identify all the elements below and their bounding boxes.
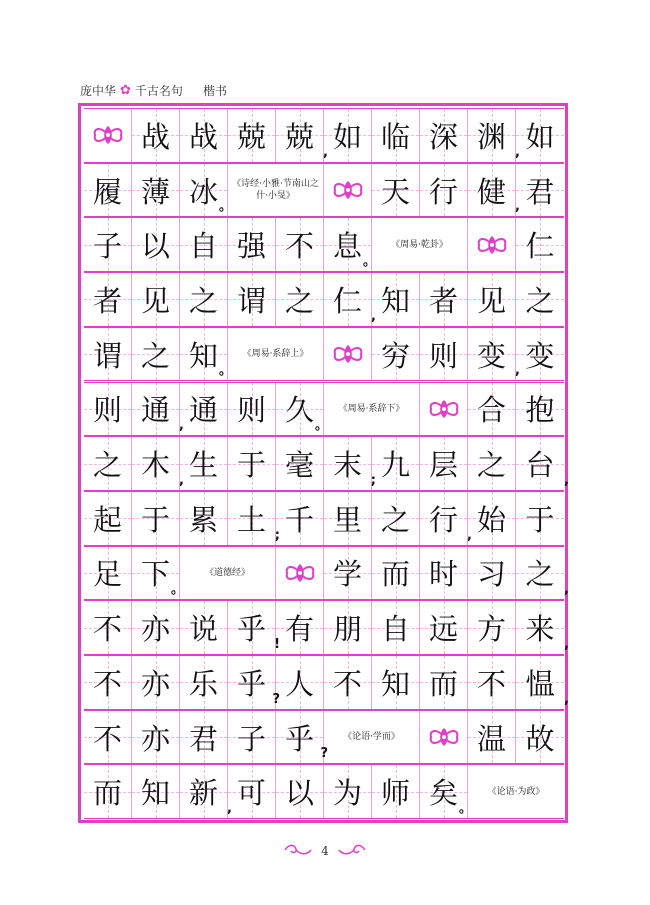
character-glyph: 乎 [236, 666, 266, 701]
punctuation-mark: 。 [314, 418, 328, 434]
citation-text: 《周易·系辞下》 [338, 403, 405, 414]
character-cell [132, 218, 180, 271]
page-number: 4 [321, 844, 329, 858]
page-footer [0, 840, 650, 862]
character-cell [228, 273, 276, 326]
character-cell [372, 547, 420, 600]
character-cell [516, 547, 569, 600]
character-cell [420, 656, 468, 709]
character-glyph: 之 [525, 557, 555, 592]
character-cell [516, 328, 564, 381]
character-cell [468, 437, 516, 490]
grid-row [84, 163, 564, 218]
character-glyph: 下 [140, 557, 170, 592]
character-cell [372, 437, 420, 490]
character-glyph: 之 [284, 283, 314, 318]
character-cell [516, 218, 564, 271]
character-cell [276, 383, 328, 436]
character-glyph: 久 [284, 393, 314, 428]
grid-row [84, 600, 569, 655]
grid-row [84, 491, 564, 546]
character-glyph: 之 [140, 338, 170, 373]
character-cell [84, 437, 132, 490]
flourish-left-icon [283, 842, 313, 861]
character-cell [420, 109, 468, 162]
character-glyph: 如 [525, 119, 555, 154]
character-cell [228, 711, 276, 764]
punctuation-mark: 。 [218, 363, 232, 379]
character-glyph: 师 [380, 776, 410, 811]
character-glyph: 而 [380, 557, 410, 592]
character-cell [468, 492, 516, 545]
character-glyph: 谓 [92, 338, 122, 373]
character-glyph: 兢 [236, 119, 266, 154]
character-glyph: 毫 [284, 448, 314, 483]
character-cell [84, 164, 132, 217]
character-cell [324, 547, 372, 600]
character-glyph: 行 [428, 502, 458, 537]
character-cell [84, 765, 132, 818]
character-glyph: 累 [188, 502, 218, 537]
character-cell [276, 437, 324, 490]
character-glyph: 者 [92, 283, 122, 318]
character-glyph: 土 [236, 502, 266, 537]
character-glyph: 乎 [236, 612, 266, 647]
character-glyph: 于 [236, 448, 266, 483]
character-cell [324, 656, 372, 709]
character-glyph: 君 [188, 721, 218, 756]
lotus-ornament-icon: ✿ [120, 82, 131, 98]
character-cell [276, 601, 324, 654]
character-glyph: 仁 [332, 283, 362, 318]
lotus-ornament-icon [276, 547, 324, 600]
character-cell [324, 492, 372, 545]
character-glyph: 则 [92, 393, 122, 428]
punctuation-mark: , [515, 144, 520, 160]
character-glyph: 之 [188, 283, 218, 318]
character-cell [420, 164, 468, 217]
punctuation-mark: , [515, 363, 520, 379]
punctuation-mark: ! [274, 636, 280, 652]
character-glyph: 于 [525, 502, 555, 537]
character-cell [180, 328, 232, 381]
punctuation-mark: ; [370, 472, 376, 488]
character-cell [372, 109, 420, 162]
character-cell [324, 765, 372, 818]
character-cell [324, 601, 372, 654]
character-glyph: 乎 [284, 721, 314, 756]
character-cell [516, 109, 564, 162]
character-cell [276, 765, 324, 818]
character-cell [324, 109, 372, 162]
character-glyph: 自 [188, 229, 218, 264]
character-cell [132, 765, 180, 818]
character-cell [516, 273, 564, 326]
punctuation-mark: , [323, 144, 328, 160]
punctuation-mark: , [564, 691, 569, 707]
character-cell [276, 273, 324, 326]
character-cell [420, 601, 468, 654]
punctuation-mark: , [371, 308, 376, 324]
character-glyph: 而 [428, 666, 458, 701]
character-glyph: 子 [92, 229, 122, 264]
character-glyph: 君 [525, 174, 555, 209]
character-glyph: 则 [428, 338, 458, 373]
page-header [80, 80, 227, 100]
grid-row [84, 436, 569, 491]
character-glyph: 则 [236, 393, 266, 428]
character-cell [324, 218, 376, 271]
character-glyph: 朋 [332, 612, 362, 647]
character-glyph: 以 [284, 776, 314, 811]
character-cell [180, 765, 232, 818]
character-glyph: 如 [332, 119, 362, 154]
character-glyph: 温 [476, 721, 506, 756]
character-glyph: 说 [188, 612, 218, 647]
character-glyph: 不 [332, 666, 362, 701]
punctuation-mark: , [467, 527, 472, 543]
punctuation-mark: , [515, 199, 520, 215]
character-glyph: 兢 [284, 119, 314, 154]
lotus-ornament-icon [324, 164, 372, 217]
citation-text: 《论语·学而》 [343, 731, 400, 742]
character-cell [228, 383, 276, 436]
character-cell [276, 656, 324, 709]
citation-text: 《周易·乾卦》 [391, 239, 448, 250]
character-cell [180, 273, 228, 326]
character-glyph: 通 [188, 393, 218, 428]
character-cell [132, 437, 184, 490]
character-cell [84, 601, 132, 654]
character-glyph: 远 [428, 612, 458, 647]
character-glyph: 知 [380, 666, 410, 701]
character-cell [372, 601, 420, 654]
character-glyph: 之 [92, 448, 122, 483]
character-glyph: 足 [92, 557, 122, 592]
character-glyph: 之 [476, 448, 506, 483]
source-citation [468, 765, 564, 818]
grid-row [84, 546, 569, 601]
grid-row [84, 764, 564, 819]
lotus-ornament-icon [420, 383, 468, 436]
source-citation [324, 383, 420, 436]
character-cell [468, 164, 520, 217]
punctuation-mark: , [564, 582, 569, 598]
character-glyph: 临 [380, 119, 410, 154]
character-glyph: 不 [476, 666, 506, 701]
character-glyph: 子 [236, 721, 266, 756]
character-glyph: 亦 [140, 612, 170, 647]
character-cell [516, 164, 564, 217]
punctuation-mark: , [564, 636, 569, 652]
character-glyph: 天 [380, 174, 410, 209]
citation-text: 《诗经·小雅·节南山之什·小旻》 [232, 178, 319, 202]
character-cell [132, 656, 180, 709]
character-cell [132, 328, 180, 381]
character-glyph: 人 [284, 666, 314, 701]
character-cell [372, 273, 420, 326]
character-glyph: 战 [140, 119, 170, 154]
character-glyph: 木 [140, 448, 170, 483]
character-cell [132, 601, 180, 654]
character-glyph: 有 [284, 612, 314, 647]
character-cell [372, 328, 420, 381]
character-cell [372, 765, 420, 818]
character-cell [276, 218, 324, 271]
character-cell [84, 328, 132, 381]
character-cell [516, 711, 564, 764]
character-cell [132, 273, 180, 326]
character-glyph: 抱 [525, 393, 555, 428]
character-cell [468, 711, 516, 764]
lotus-ornament-icon [420, 711, 468, 764]
character-glyph: 台 [525, 448, 555, 483]
character-glyph: 不 [92, 612, 122, 647]
punctuation-mark: , [564, 472, 569, 488]
grid-row [84, 217, 564, 272]
character-glyph: 履 [92, 174, 122, 209]
character-glyph: 息 [332, 229, 362, 264]
punctuation-mark: 。 [458, 801, 472, 817]
character-glyph: 于 [140, 502, 170, 537]
grid-row [84, 655, 569, 710]
character-cell [228, 492, 280, 545]
character-glyph: 生 [188, 448, 218, 483]
character-glyph: 不 [92, 721, 122, 756]
flourish-right-icon [337, 842, 367, 861]
character-cell [516, 656, 569, 709]
character-grid [84, 108, 569, 819]
character-glyph: 来 [525, 612, 555, 647]
character-glyph: 合 [476, 393, 506, 428]
character-cell [420, 765, 472, 818]
character-glyph: 九 [380, 448, 410, 483]
character-cell [84, 383, 132, 436]
character-cell [468, 601, 516, 654]
character-cell [324, 273, 376, 326]
character-glyph: 矣 [428, 776, 458, 811]
character-cell [132, 492, 180, 545]
character-cell [132, 711, 180, 764]
character-cell [132, 383, 184, 436]
character-glyph: 末 [332, 448, 362, 483]
character-glyph: 时 [428, 557, 458, 592]
character-cell [468, 273, 516, 326]
character-glyph: 始 [476, 502, 506, 537]
character-glyph: 通 [140, 393, 170, 428]
character-glyph: 以 [140, 229, 170, 264]
character-glyph: 为 [332, 776, 362, 811]
character-cell [180, 109, 228, 162]
character-cell [420, 273, 468, 326]
character-glyph: 里 [332, 502, 362, 537]
lotus-ornament-icon [84, 109, 132, 162]
character-cell [468, 109, 520, 162]
character-glyph: 见 [476, 283, 506, 318]
character-glyph: 行 [428, 174, 458, 209]
source-citation [180, 547, 276, 600]
character-cell [180, 656, 228, 709]
character-cell [228, 109, 276, 162]
character-glyph: 乐 [188, 666, 218, 701]
grid-row [84, 272, 564, 327]
character-glyph: 强 [236, 229, 266, 264]
copybook-frame [78, 103, 568, 823]
character-cell [132, 547, 184, 600]
character-cell [420, 492, 472, 545]
character-glyph: 者 [428, 283, 458, 318]
character-cell [228, 656, 280, 709]
character-cell [228, 601, 280, 654]
character-glyph: 之 [380, 502, 410, 537]
character-glyph: 之 [525, 283, 555, 318]
character-glyph: 变 [525, 338, 555, 373]
character-glyph: 起 [92, 502, 122, 537]
character-glyph: 知 [380, 283, 410, 318]
character-cell [468, 383, 516, 436]
character-glyph: 亦 [140, 721, 170, 756]
script-style-label: 楷书 [202, 83, 227, 98]
character-cell [420, 437, 468, 490]
character-cell [276, 711, 328, 764]
character-cell [276, 492, 324, 545]
character-cell [84, 711, 132, 764]
character-glyph: 习 [476, 557, 506, 592]
punctuation-mark: 。 [362, 254, 376, 270]
character-cell [324, 437, 376, 490]
character-cell [516, 383, 564, 436]
character-glyph: 亦 [140, 666, 170, 701]
character-glyph: 千 [284, 502, 314, 537]
character-cell [420, 547, 468, 600]
grid-row [84, 382, 564, 437]
character-glyph: 愠 [525, 666, 555, 701]
punctuation-mark: , [179, 418, 184, 434]
citation-text: 《周易·系辞上》 [242, 349, 309, 360]
character-cell [276, 109, 328, 162]
punctuation-mark: ? [320, 746, 328, 762]
source-citation [324, 711, 420, 764]
character-cell [468, 328, 520, 381]
character-glyph: 战 [188, 119, 218, 154]
character-cell [132, 109, 180, 162]
character-cell [180, 383, 228, 436]
character-cell [84, 273, 132, 326]
character-cell [516, 437, 569, 490]
source-citation [228, 164, 324, 217]
character-cell [228, 765, 276, 818]
grid-row [84, 108, 564, 163]
character-cell [516, 601, 569, 654]
character-glyph: 见 [140, 283, 170, 318]
character-cell [228, 437, 276, 490]
lotus-ornament-icon [324, 328, 372, 381]
character-cell [180, 711, 228, 764]
character-glyph: 穷 [380, 338, 410, 373]
punctuation-mark: 。 [218, 199, 232, 215]
punctuation-mark: ; [274, 527, 280, 543]
character-cell [372, 492, 420, 545]
character-cell [468, 547, 516, 600]
punctuation-mark: 。 [170, 582, 184, 598]
character-cell [84, 492, 132, 545]
character-cell [516, 492, 564, 545]
character-cell [468, 656, 516, 709]
character-glyph: 不 [284, 229, 314, 264]
character-glyph: 健 [476, 174, 506, 209]
character-cell [372, 164, 420, 217]
character-glyph: 可 [236, 776, 266, 811]
character-cell [228, 218, 276, 271]
character-glyph: 新 [188, 776, 218, 811]
character-glyph: 渊 [476, 119, 506, 154]
character-glyph: 自 [380, 612, 410, 647]
character-cell [84, 656, 132, 709]
character-cell [132, 164, 180, 217]
source-citation [372, 218, 468, 271]
character-cell [180, 218, 228, 271]
character-glyph: 薄 [140, 174, 170, 209]
lotus-ornament-icon [468, 218, 516, 271]
character-glyph: 冰 [188, 174, 218, 209]
character-cell [420, 328, 468, 381]
character-cell [84, 547, 132, 600]
punctuation-mark: , [227, 801, 232, 817]
citation-text: 《论语·为政》 [487, 786, 545, 797]
character-glyph: 知 [140, 776, 170, 811]
character-cell [84, 218, 132, 271]
character-cell [180, 164, 232, 217]
character-glyph: 层 [428, 448, 458, 483]
character-glyph: 不 [92, 666, 122, 701]
character-cell [180, 492, 228, 545]
punctuation-mark: , [179, 472, 184, 488]
punctuation-mark: ? [272, 691, 280, 707]
brand-name: 庞中华 [80, 83, 117, 98]
character-glyph: 知 [188, 338, 218, 373]
series-title: 千古名句 [134, 83, 183, 98]
character-cell [372, 656, 420, 709]
character-cell [180, 437, 228, 490]
character-glyph: 学 [332, 557, 362, 592]
character-glyph: 方 [476, 612, 506, 647]
character-glyph: 谓 [236, 283, 266, 318]
grid-row [84, 710, 564, 765]
character-glyph: 深 [428, 119, 458, 154]
character-glyph: 仁 [525, 229, 555, 264]
source-citation [228, 328, 324, 381]
character-glyph: 变 [476, 338, 506, 373]
character-glyph: 故 [525, 721, 555, 756]
citation-text: 《道德经》 [204, 567, 250, 578]
grid-row [84, 327, 564, 382]
character-cell [180, 601, 228, 654]
character-glyph: 而 [92, 776, 122, 811]
